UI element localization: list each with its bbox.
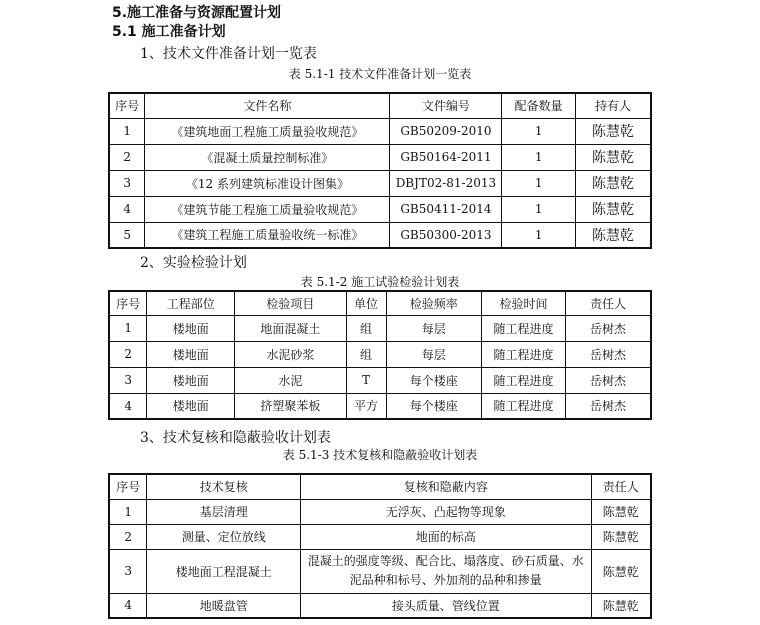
- cell: 3: [109, 170, 145, 196]
- header-cell: 工程部位: [147, 291, 235, 315]
- cell: 随工程进度: [482, 367, 566, 393]
- cell: 基层清理: [147, 499, 301, 524]
- cell: 平方: [346, 393, 386, 419]
- cell: 楼地面工程混凝土: [147, 549, 301, 593]
- table-header-row: [109, 93, 651, 118]
- table1-title: 1、技术文件准备计划一览表: [140, 46, 317, 62]
- cell: 4: [109, 593, 147, 618]
- cell: 5: [109, 222, 145, 248]
- cell: 随工程进度: [482, 315, 566, 341]
- cell: 混凝土的强度等级、配合比、塌落度、砂石质量、水泥品种和标号、外加剂的品种和掺量: [300, 549, 591, 593]
- cell: 水泥砂浆: [235, 341, 347, 367]
- tech-docs-table: [108, 92, 652, 249]
- table-row: [109, 549, 651, 593]
- header-cell: 复核和隐蔽内容: [300, 474, 591, 499]
- header-cell: 持有人: [575, 93, 651, 118]
- cell: 陈慧乾: [591, 524, 651, 549]
- cell: 1: [502, 196, 576, 222]
- cell: 《12 系列建筑标准设计图集》: [145, 170, 390, 196]
- table2-caption: 表 5.1-2 施工试验检验计划表: [300, 275, 460, 289]
- cell: GB50300-2013: [390, 222, 502, 248]
- table1-caption: 表 5.1-1 技术文件准备计划一览表: [288, 67, 472, 81]
- cell: 陈慧乾: [575, 196, 651, 222]
- cell: 随工程进度: [482, 341, 566, 367]
- table-row: [109, 315, 651, 341]
- cell: 挤塑聚苯板: [235, 393, 347, 419]
- header-cell: 单位: [346, 291, 386, 315]
- cell: 1: [502, 118, 576, 144]
- cell: 3: [109, 549, 147, 593]
- cell: 《建筑工程施工质量验收统一标准》: [145, 222, 390, 248]
- cell: GB50411-2014: [390, 196, 502, 222]
- header-cell: 责任人: [565, 291, 651, 315]
- cell: 每个楼座: [386, 393, 482, 419]
- header-cell: 技术复核: [147, 474, 301, 499]
- header-cell: 检验时间: [482, 291, 566, 315]
- cell: 陈慧乾: [591, 499, 651, 524]
- table-row: [109, 367, 651, 393]
- cell: 1: [502, 170, 576, 196]
- cell: 2: [109, 524, 147, 549]
- cell: T: [346, 367, 386, 393]
- cell: 水泥: [235, 367, 347, 393]
- cell: 陈慧乾: [591, 593, 651, 618]
- header-cell: 检验项目: [235, 291, 347, 315]
- cell: 地面的标高: [300, 524, 591, 549]
- cell: 4: [109, 393, 147, 419]
- cell: 地面混凝土: [235, 315, 347, 341]
- cell: 无浮灰、凸起物等现象: [300, 499, 591, 524]
- cell: 岳树杰: [565, 315, 651, 341]
- cell: 《建筑节能工程施工质量验收规范》: [145, 196, 390, 222]
- cell: 2: [109, 341, 147, 367]
- cell: 组: [346, 315, 386, 341]
- cell: 楼地面: [147, 341, 235, 367]
- cell: 地暖盘管: [147, 593, 301, 618]
- header-cell: 文件名称: [145, 93, 390, 118]
- table3-caption: 表 5.1-3 技术复核和隐蔽验收计划表: [282, 448, 478, 462]
- cell: 陈慧乾: [575, 118, 651, 144]
- table-header-row: [109, 291, 651, 315]
- cell: 楼地面: [147, 367, 235, 393]
- table-row: [109, 524, 651, 549]
- cell: 接头质量、管线位置: [300, 593, 591, 618]
- header-cell: 序号: [109, 474, 147, 499]
- cell: 4: [109, 196, 145, 222]
- cell: 1: [109, 499, 147, 524]
- cell: 1: [502, 222, 576, 248]
- cell: 每个楼座: [386, 367, 482, 393]
- table-row: [109, 222, 651, 248]
- table-row: [109, 393, 651, 419]
- table-row: [109, 118, 651, 144]
- subsection-heading: 5.1 施工准备计划: [112, 24, 226, 40]
- cell: GB50164-2011: [390, 144, 502, 170]
- cell: 2: [109, 144, 145, 170]
- cell: 《混凝土质量控制标准》: [145, 144, 390, 170]
- cell: 楼地面: [147, 315, 235, 341]
- cell: 组: [346, 341, 386, 367]
- cell: 每层: [386, 341, 482, 367]
- cell: 陈慧乾: [591, 549, 651, 593]
- cell: 每层: [386, 315, 482, 341]
- cell: DBJT02-81-2013: [390, 170, 502, 196]
- cell: 楼地面: [147, 393, 235, 419]
- review-plan-table: [108, 473, 652, 619]
- cell: GB50209-2010: [390, 118, 502, 144]
- cell: 1: [109, 315, 147, 341]
- cell: 岳树杰: [565, 367, 651, 393]
- section-heading: 5.施工准备与资源配置计划: [112, 5, 282, 21]
- header-cell: 责任人: [591, 474, 651, 499]
- table-row: [109, 144, 651, 170]
- table3-title: 3、技术复核和隐蔽验收计划表: [140, 430, 331, 446]
- cell: 岳树杰: [565, 341, 651, 367]
- test-plan-table: [108, 290, 652, 420]
- table2-title: 2、实验检验计划: [140, 255, 247, 271]
- table-header-row: [109, 474, 651, 499]
- table-row: [109, 170, 651, 196]
- table-row: [109, 499, 651, 524]
- cell: 陈慧乾: [575, 144, 651, 170]
- table-row: [109, 341, 651, 367]
- table-row: [109, 196, 651, 222]
- table-row: [109, 593, 651, 618]
- cell: 《建筑地面工程施工质量验收规范》: [145, 118, 390, 144]
- cell: 3: [109, 367, 147, 393]
- header-cell: 检验频率: [386, 291, 482, 315]
- header-cell: 序号: [109, 93, 145, 118]
- cell: 1: [502, 144, 576, 170]
- cell: 随工程进度: [482, 393, 566, 419]
- cell: 1: [109, 118, 145, 144]
- header-cell: 序号: [109, 291, 147, 315]
- cell: 陈慧乾: [575, 222, 651, 248]
- cell: 测量、定位放线: [147, 524, 301, 549]
- header-cell: 配备数量: [502, 93, 576, 118]
- cell: 岳树杰: [565, 393, 651, 419]
- cell: 陈慧乾: [575, 170, 651, 196]
- header-cell: 文件编号: [390, 93, 502, 118]
